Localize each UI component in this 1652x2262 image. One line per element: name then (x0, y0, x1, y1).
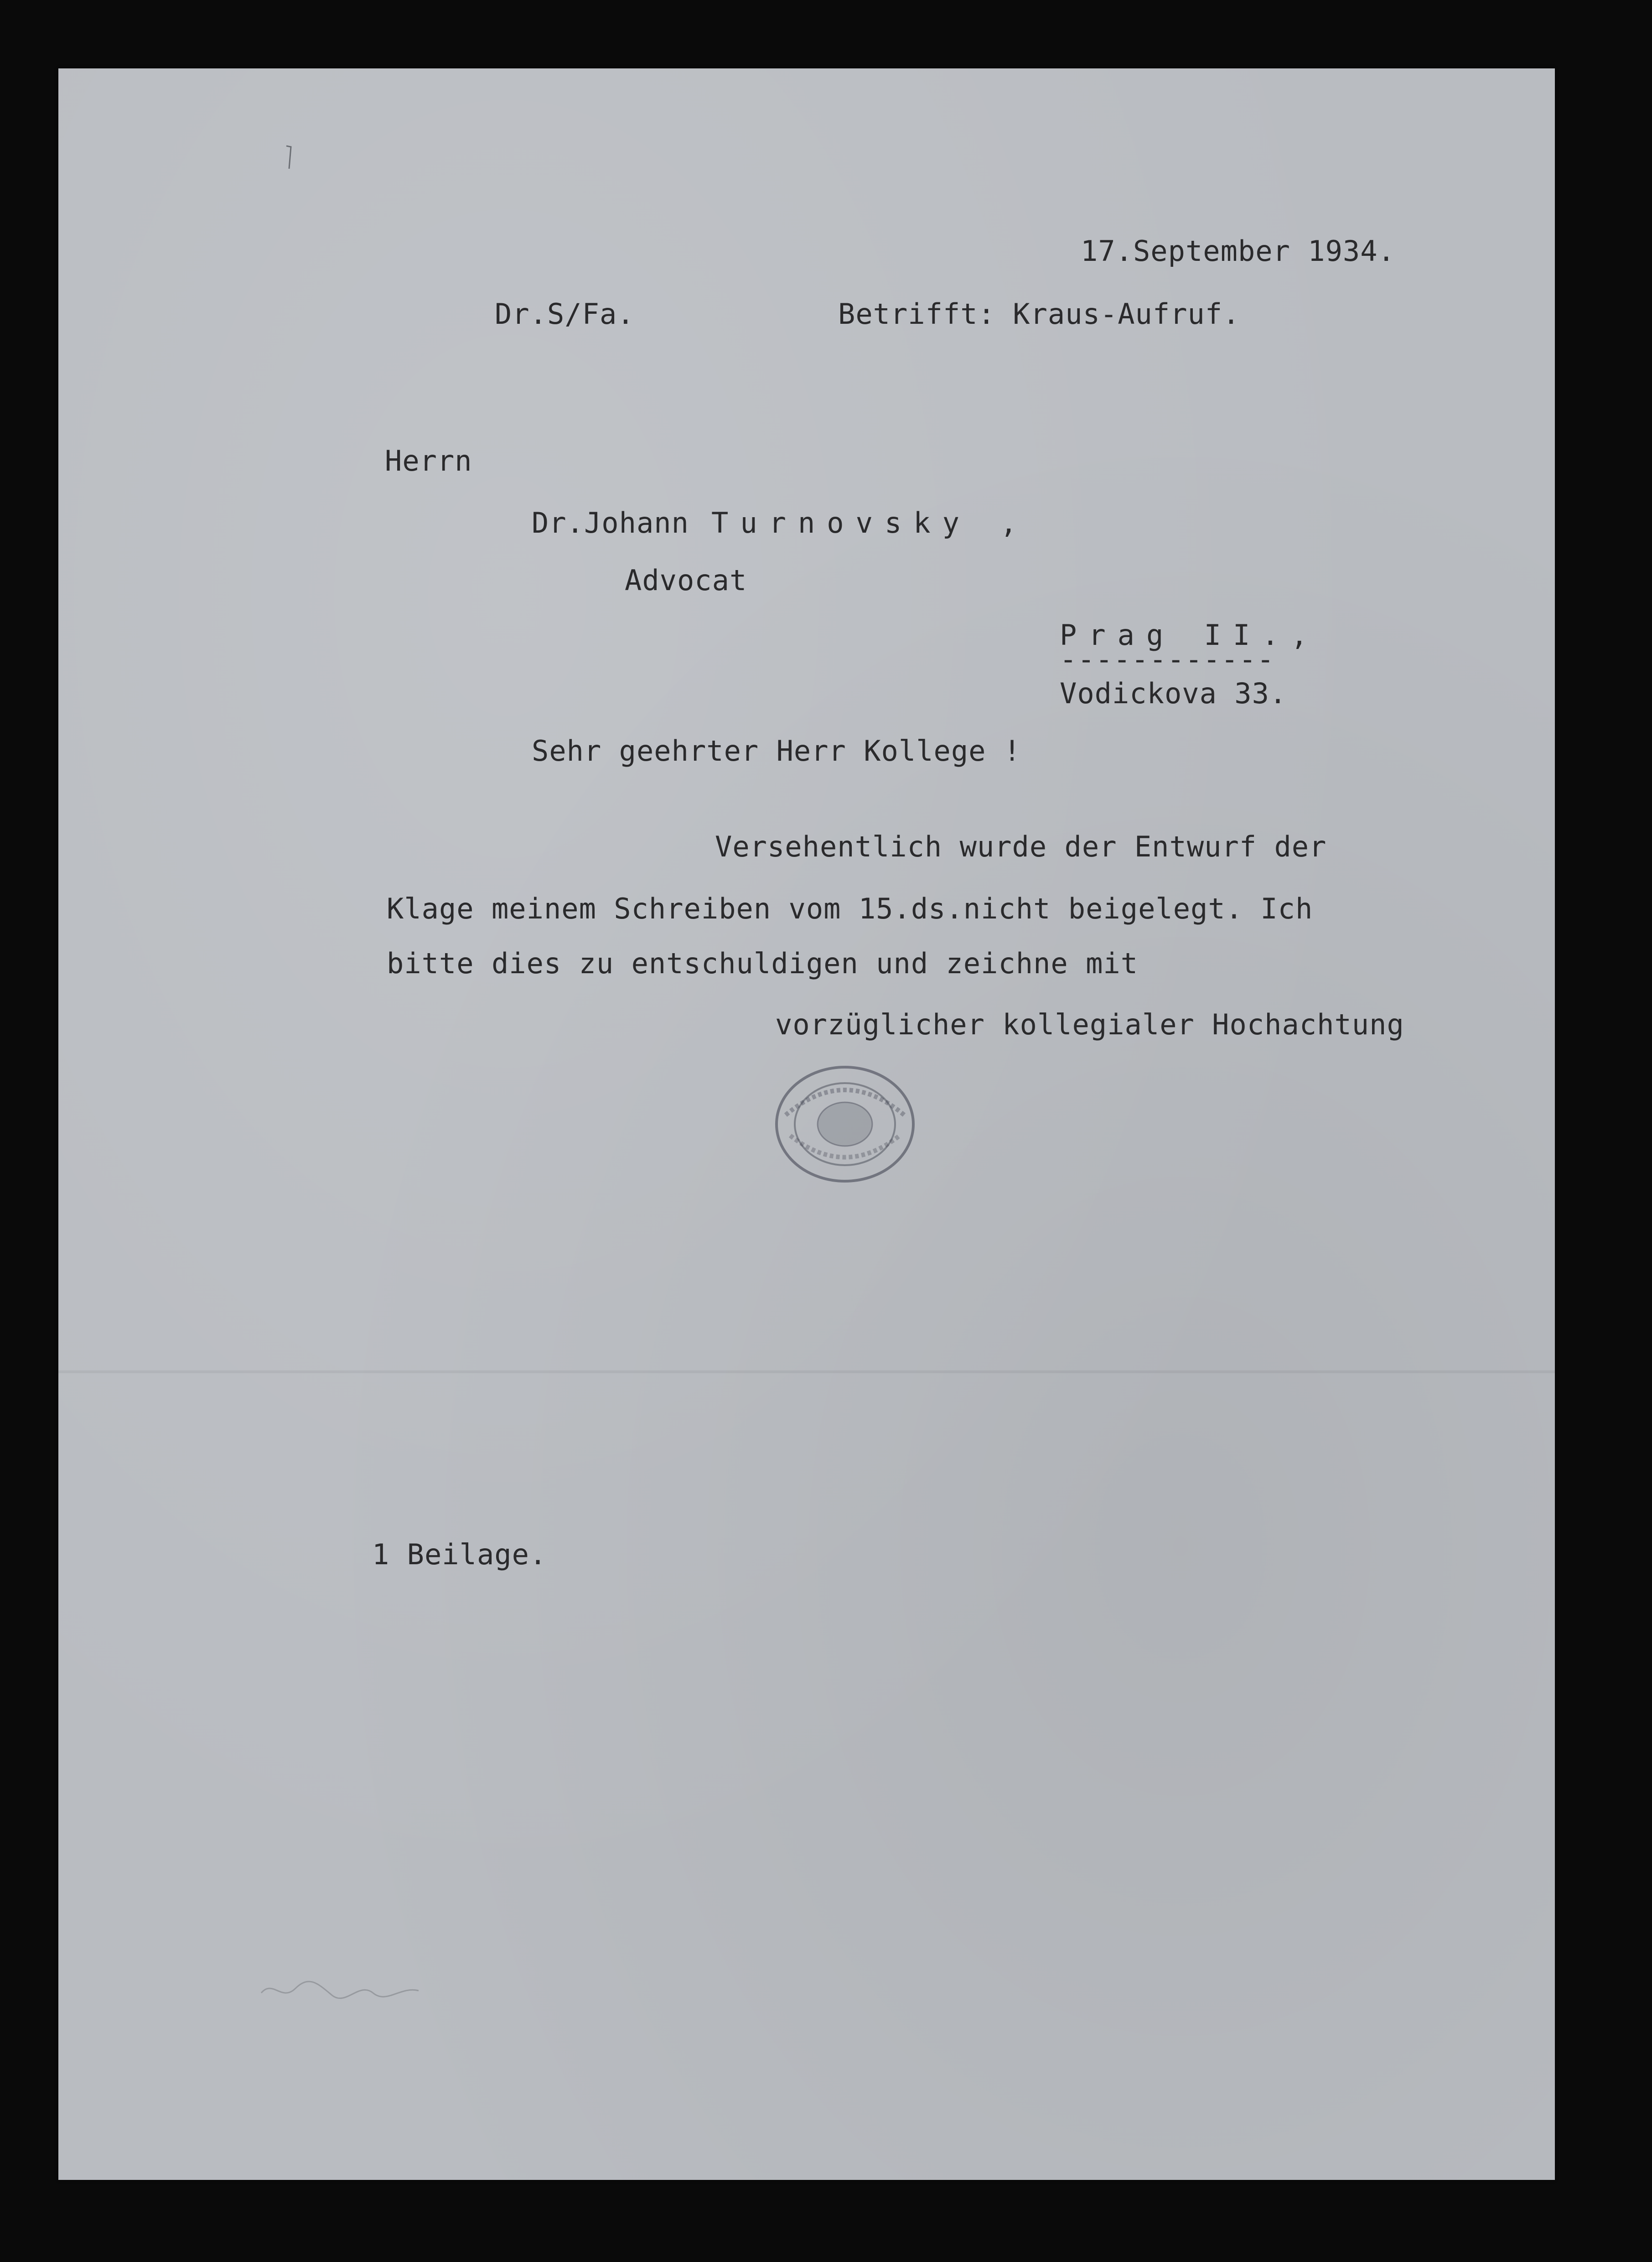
letter-page (58, 68, 1555, 2180)
pencil-annotation (259, 1975, 423, 2007)
letter-date: 17.September 1934. (1081, 234, 1395, 268)
letter-closing: vorzüglicher kollegialer Hochachtung (775, 1008, 1404, 1041)
body-line-2: Klage meinem Schreiben vom 15.ds.nicht beigelegt. Ich (387, 892, 1313, 925)
letter-reference: Dr.S/Fa. (495, 297, 635, 331)
body-line-1: Versehentlich wurde der Entwurf der (715, 830, 1327, 863)
recipient-profession: Advocat (625, 564, 747, 597)
letter-greeting: Sehr geehrter Herr Kollege ! (532, 734, 1021, 768)
recipient-title: Herrn (385, 444, 472, 477)
recipient-name: Dr.Johann (532, 506, 689, 540)
round-official-stamp-icon (767, 1056, 922, 1193)
recipient-surname: Turnovsky , (711, 506, 1029, 540)
paper-fold (58, 1370, 1555, 1373)
letter-subject: Betrifft: Kraus-Aufruf. (838, 297, 1240, 331)
pencil-mark-icon (282, 141, 300, 178)
enclosure-note: 1 Beilage. (372, 1538, 547, 1571)
city-underline: ------------ (1060, 643, 1275, 676)
recipient-city: Prag II., (1060, 618, 1320, 652)
body-line-3: bitte dies zu entschuldigen und zeichne mit (387, 947, 1139, 980)
recipient-street: Vodickova 33. (1060, 677, 1287, 710)
